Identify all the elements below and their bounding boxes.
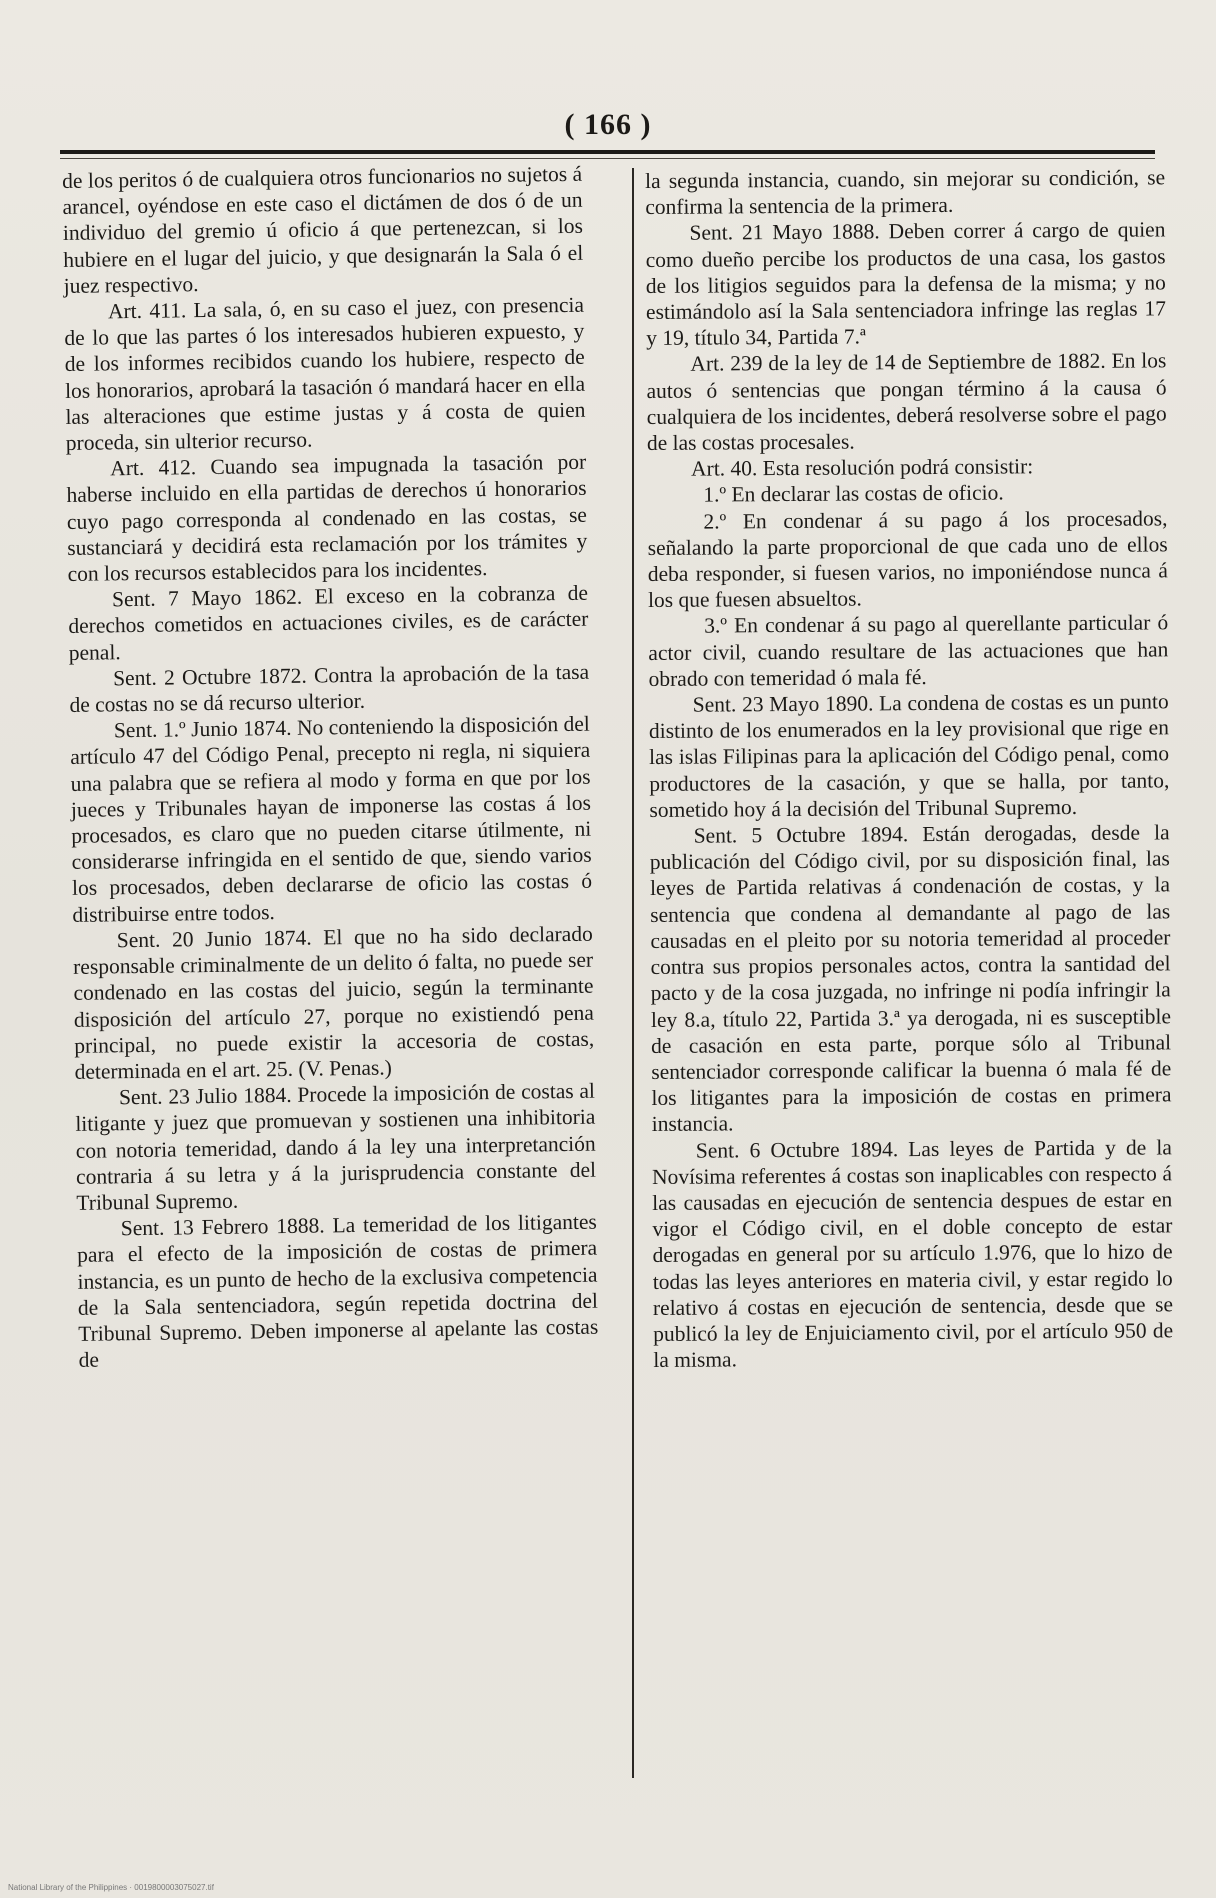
left-paragraph: Sent. 7 Mayo 1862. El exceso en la cobranza de derechos cometidos en actuaciones civiles, es de carácter penal. (68, 580, 589, 665)
right-paragraph: Sent. 6 Octubre 1894. Las leyes de Partida y de la Novísima referentes á costas son inaplicables con respecto á las causadas en ejecución de sentencia despues de estar en vigor el Código civil, en el doble concepto de estar derogadas en general por su artículo 1.976, que lo hizo de todas las leyes anteriores en materia civil, y estar regido lo relativo á costas en ejecución de sentencia, desde que se publicó la ley de Enjuiciamento civil, por el artículo 950 de la misma. (651, 1134, 1174, 1373)
right-paragraph: Art. 239 de la ley de 14 de Septiembre de 1882. En los autos ó sentencias que pongan término á la causa ó cualquiera de los incidentes, deberá resolverse sobre el pago de las costas procesales. (646, 348, 1167, 456)
left-paragraph: Art. 412. Cuando sea impugnada la tasación por haberse incluido en ella partidas de derechos ú honorarios cuyo pago corresponda al condenado en las costas, se sustanciará y decidirá esta reclamación por los trámites y con los recursos establecidos para los incidentes. (66, 449, 588, 587)
left-paragraph: Sent. 13 Febrero 1888. La temeridad de los litigantes para el efecto de la imposición de costas de primera instancia, es un punto de hecho de la exclusiva competencia de la Sala sentenciadora, según repetida doctrina del Tribunal Supremo. Deben imponerse al apelante las costas de (77, 1209, 599, 1373)
left-paragraph: Sent. 1.º Junio 1874. No conteniendo la disposición del artículo 47 del Código Penal, precepto ni regla, ni siquiera una palabra que se refiera al modo y forma en que por los jueces y Tribunales hayan de imponerse las costas á los procesados, es claro que no pueden citarse útilmente, ni considerarse infringida en el sentido de que, siendo varios los procesados, deben declararse de oficio las costas ó distribuirse entre todos. (70, 711, 593, 927)
left-paragraph: Art. 411. La sala, ó, en su caso el juez, con presencia de lo que las partes ó los interesados hubieren expuesto, y de los informes recibidos cuando los hubiere, respecto de los honorarios, aprobará la tasación ó mandará hacer en ella las alteraciones que estime justas y á costa de quien proceda, sin ulterior recurso. (64, 292, 586, 456)
left-paragraph: de los peritos ó de cualquiera otros funcionarios no sujetos á arancel, oyéndose en este caso el dictámen de dos ó de un individuo del gremio ú oficio á que pertenezcan, si los hubiere en el lugar del juicio, y que designarán la Sala ó el juez respectivo. (62, 161, 584, 298)
right-paragraph: Sent. 5 Octubre 1894. Están derogadas, desde la publicación del Código civil, por su disposición final, las leyes de Partida relativas á condenación de costas, y la sentencia que condena al demandante al pago de las causadas en el pleito por su notoria temeridad al proceder contra sus propios personales actos, contra la santidad del pacto y de la cosa juzgada, no infringe ni podía infringir la ley 8.a, título 22, Partida 3.ª ya derogada, ni es susceptible de casación en esta parte, porque sólo al Tribunal sentenciador corresponde calificar la buenna ó mala fé de los litigantes para la imposición de costas en primera instancia. (649, 820, 1172, 1137)
left-column (62, 161, 599, 1373)
left-paragraph: Sent. 23 Julio 1884. Procede la imposición de costas al litigante y juez que promuevan y sostienen una inhibitoria con notoria temeridad, dando á la ley una interpretanción contraria á su letra y á la jurisprudencia constante del Tribunal Supremo. (75, 1078, 597, 1215)
right-paragraph: Sent. 23 Mayo 1890. La condena de costas es un punto distinto de los enumerados en la ley provisional que rige en las islas Filipinas para la aplicación del Código penal, como productores de la casación, y que se halla, por tanto, sometido hoy á la decisión del Tribunal Supremo. (648, 689, 1170, 822)
library-stamp: National Library of the Philippines · 0019800003075027.tif (8, 1883, 214, 1892)
left-paragraph: Sent. 2 Octubre 1872. Contra la aprobación de la tasa de costas no se dá recurso ulterior. (69, 659, 590, 718)
right-column (645, 164, 1173, 1373)
left-paragraph: Sent. 20 Junio 1874. El que no ha sido declarado responsable criminalmente de un delito ó falta, no puede ser condenado en las costas del juicio, según la terminante disposición del artículo 27, porque no existiendó pena principal, no puede existir la accesoria de costas, determinada en el art. 25. (V. Penas.) (72, 921, 595, 1084)
right-paragraph: la segunda instancia, cuando, sin mejorar su condición, se confirma la sentencia de la primera. (645, 165, 1166, 220)
right-list-item: 1.º En declarar las costas de oficio. (703, 480, 1004, 508)
column-divider (632, 168, 634, 1778)
page-number: ( 166 ) (564, 108, 652, 141)
right-paragraph: Art. 40. Esta resolución podrá consistir: (691, 454, 1034, 481)
header-rule (60, 150, 1155, 154)
right-paragraph: Sent. 21 Mayo 1888. Deben correr á cargo de quien como dueño percibe los productos de una casa, los gastos de los litigios seguidos para la defensa de la misma; y no estimándolo así la Sala sentenciadora infringe las reglas 17 y 19, título 34, Partida 7.ª (645, 217, 1167, 351)
header-rule-thin (60, 158, 1155, 159)
right-list-item: 2.º En condenar á su pago á los procesados, señalando la parte proporcional de que cada uno de ellos deba responder, si fuesen varios, no imponiéndose nunca á los que fuesen absueltos. (647, 506, 1168, 613)
right-list-item: 3.º En condenar á su pago al querellante particular ó actor civil, cuando resultare de las actuaciones que han obrado con temeridad ó mala fé. (648, 610, 1169, 691)
